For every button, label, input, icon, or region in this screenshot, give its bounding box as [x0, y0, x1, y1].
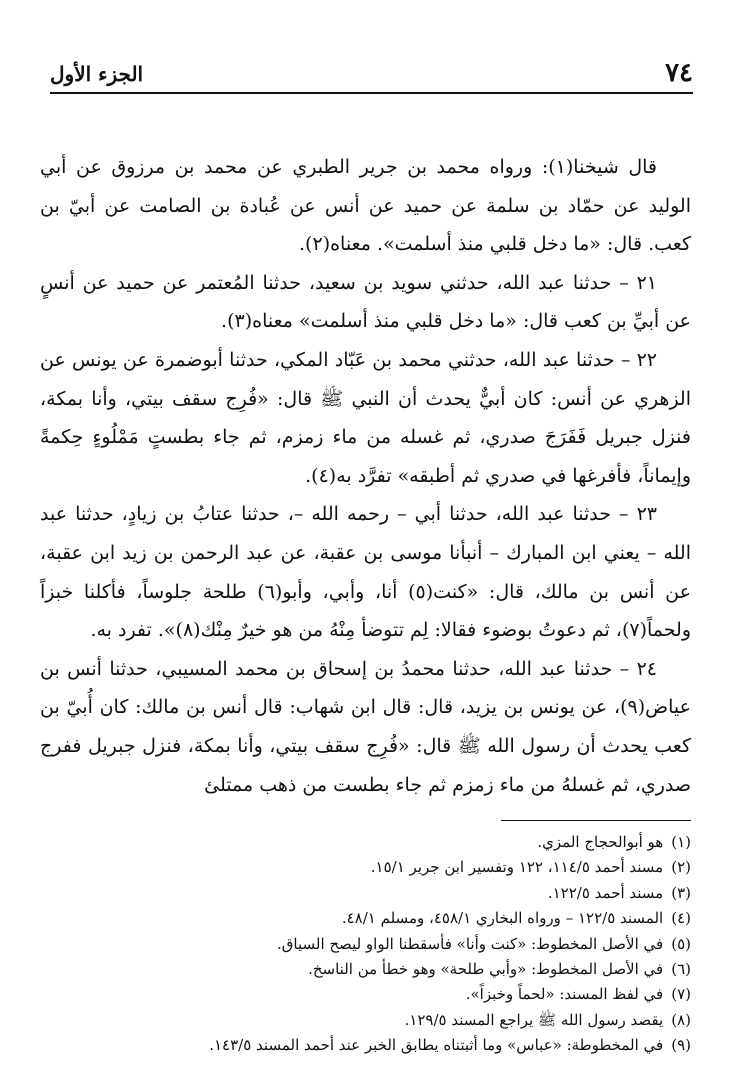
part-title: الجزء الأول	[50, 62, 144, 86]
footnotes	[50, 830, 691, 1059]
footnote	[50, 906, 691, 931]
footnote-text: هو أبوالحجاج المزي.	[537, 833, 664, 851]
footnote	[50, 881, 691, 906]
footnote	[50, 830, 691, 855]
footnote-text: مسند أحمد ١١٤/٥، ١٢٢ وتفسير ابن جرير ١٥/١.	[370, 858, 664, 877]
hadith-21: ٢١ – حدثنا عبد الله، حدثني سويد بن سعيد، حدثنا المُعتمر عن حميد عن أنسٍ عن أبيِّ بن كعب قال: «ما دخل قلبي منذ أسلمت» معناه(٣).	[40, 271, 691, 333]
footnote-number: (٥)	[671, 934, 691, 953]
footnote-text: يقصد رسول الله ﷺ يراجع المسند ١٢٩/٥.	[404, 1010, 664, 1029]
footnote-text: المسند ١٢٢/٥ – ورواه البخاري ٤٥٨/١، ومسلم ٤٨/١.	[341, 909, 664, 928]
footnote-separator	[501, 820, 691, 821]
hadith-23: ٢٣ – حدثنا عبد الله، حدثنا أبي – رحمه الله –، حدثنا عتابُ بن زيادٍ، حدثنا عبد الله – يعني ابن المبارك – أنبأنا موسى بن عقبة، عن عبد الرحمن بن زيد ابن عقبة، عن أنس بن مالك، قال: «كنت(٥) أنا، وأبي، وأبو(٦) طلحة جلوساً، فأكلنا خبزاً ولحماً(٧)، ثم دعوتُ بوضوء فقالا: لِم تتوضأ مِنْهُ من هو خيرٌ مِنْك(٨)». تفرد به.	[40, 503, 691, 642]
paragraph-intro: قال شيخنا(١): ورواه محمد بن جرير الطبري عن محمد بن مرزوق عن أبي الوليد عن حمّاد بن سلمة عن حميد عن أنس عن عُبادة بن الصامت عن أبيّ بن كعب. قال: «ما دخل قلبي منذ أسلمت». معناه(٢).	[40, 156, 691, 256]
footnote	[50, 1008, 691, 1033]
body-text	[40, 148, 691, 804]
footnote-number: (٩)	[671, 1036, 691, 1055]
footnote-text: في الأصل المخطوط: «كنت وأنا» فأسقطنا الواو ليصح السياق.	[276, 934, 664, 953]
footnote-number: (٢)	[671, 858, 691, 877]
footnote	[50, 957, 691, 982]
footnote-number: (٦)	[671, 960, 691, 979]
page-header	[50, 52, 693, 94]
footnote-text: مسند أحمد ١٢٢/٥.	[547, 883, 664, 902]
footnote	[50, 932, 691, 957]
footnote-text: في لفظ المسند: «لحماً وخبزاً».	[465, 985, 664, 1004]
footnote	[50, 855, 691, 880]
footnote	[50, 982, 691, 1007]
footnote-text: في المخطوطة: «عباس» وما أثبتناه يطابق الخبر عند أحمد المسند ١٤٣/٥.	[209, 1036, 664, 1055]
footnote-number: (٤)	[671, 909, 691, 928]
footnote-number: (٣)	[671, 883, 691, 902]
footnote-number: (٧)	[671, 985, 691, 1004]
footnote-number: (١)	[671, 833, 691, 851]
hadith-24: ٢٤ – حدثنا عبد الله، حدثنا محمدُ بن إسحاق بن محمد المسيبي، حدثنا أنس بن عياض(٩)، عن يونس بن يزيد، قال: قال ابن شهاب: قال أنس بن مالك: كان أُبيّ بن كعب يحدث أن رسول الله ﷺ قال: «فُرِج سقف بيتي، وأنا بمكة، فنزل جبريل ففرج صدري، ثم غسلهُ من ماء زمزم ثم جاء بطست من ذهب ممتلئ	[40, 657, 691, 796]
page-number: ٧٤	[665, 58, 693, 88]
footnote-number: (٨)	[671, 1010, 691, 1029]
footnote-text: في الأصل المخطوط: «وأبي طلحة» وهو خطأ من الناسخ.	[308, 960, 664, 979]
hadith-22: ٢٢ – حدثنا عبد الله، حدثني محمد بن عَبّاد المكي، حدثنا أبوضمرة عن يونس عن الزهري عن أنس: كان أبيٌّ يحدث أن النبي ﷺ قال: «فُرِج سقف بيتي، وأنا بمكة، فنزل جبريل فَفَرَجَ صدري، ثم غسله من ماء زمزم، ثم جاء بطستٍ مَمْلُوءٍ حِكمةً وإيماناً، فأفرغها في صدري ثم أطبقه» تفرَّد به(٤).	[40, 348, 691, 487]
footnote	[50, 1033, 691, 1058]
